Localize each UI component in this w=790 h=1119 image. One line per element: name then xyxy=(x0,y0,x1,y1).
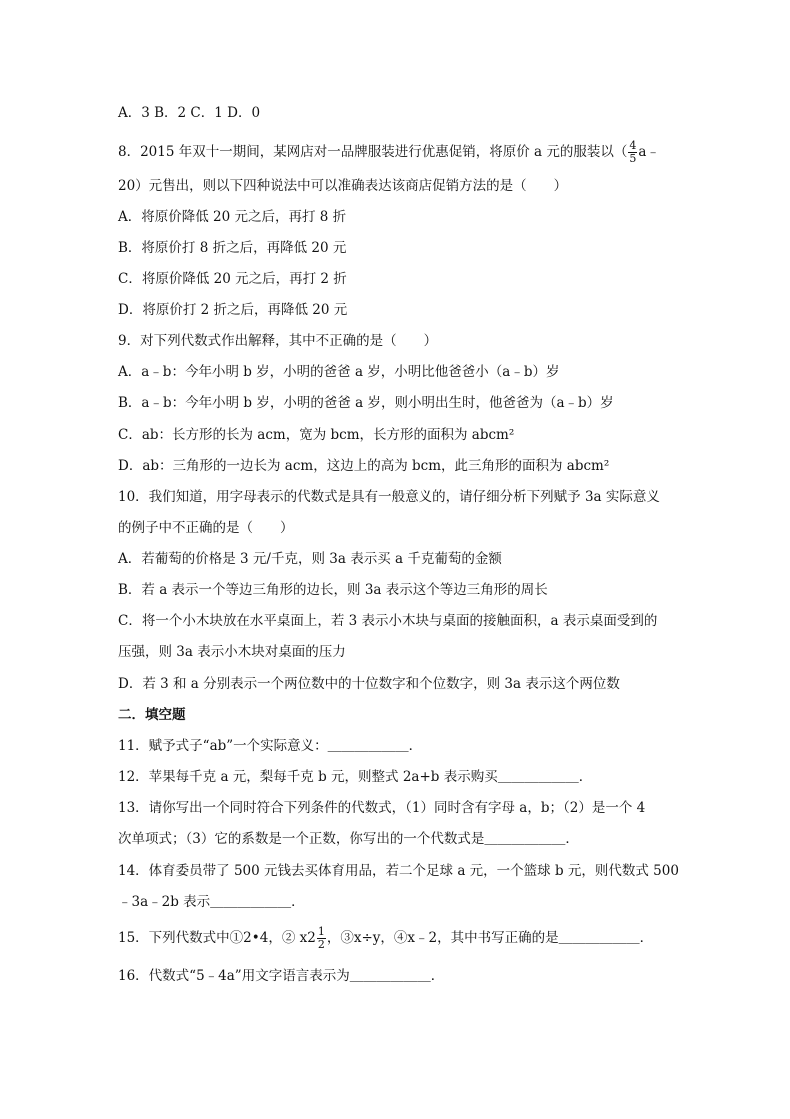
q10-stem-line1: 10．我们知道，用字母表示的代数式是具有一般意义的，请仔细分析下列赋予 3a 实际意义 xyxy=(118,489,660,505)
q15-post: ，③x÷y，④x﹣2，其中书写正确的是＿＿＿＿＿＿． xyxy=(326,930,654,946)
q8-stem-post: a﹣ xyxy=(638,144,660,160)
q15-fraction-denominator: 2 xyxy=(317,938,325,951)
q10-option-a: A．若葡萄的价格是 3 元/千克，则 3a 表示买 a 千克葡萄的金额 xyxy=(118,551,502,567)
q8-stem-pre: 8．2015 年双十一期间，某网店对一品牌服装进行优惠促销，将原价 a 元的服装以（ xyxy=(118,144,628,160)
q10-option-d: D．若 3 和 a 分别表示一个两位数中的十位数字和个位数字，则 3a 表示这个两位数 xyxy=(118,676,620,692)
q9-option-b: B．a﹣b：今年小明 b 岁，小明的爸爸 a 岁，则小明出生时，他爸爸为（a﹣b）岁 xyxy=(118,395,614,411)
q10-stem-line2: 的例子中不正确的是（ ） xyxy=(118,520,294,536)
q8-stem-line2: 20）元售出，则以下四种说法中可以准确表达该商店促销方法的是（ ） xyxy=(118,178,568,194)
q8-option-a: A．将原价降低 20 元之后，再打 8 折 xyxy=(118,209,347,225)
q10-option-c-line2: 压强，则 3a 表示小木块对桌面的压力 xyxy=(118,644,346,660)
q7-options: A．3 B．2 C．1 D．0 xyxy=(118,105,261,121)
q8-fraction-numerator: 4 xyxy=(629,139,637,152)
q10-option-c-line1: C．将一个小木块放在水平桌面上，若 3 表示小木块与桌面的接触面积，a 表示桌面受到的 xyxy=(118,613,658,629)
q15-pre: 15．下列代数式中①2•4，② x2 xyxy=(118,930,316,946)
q9-option-c: C．ab：长方形的长为 acm，宽为 bcm，长方形的面积为 abcm² xyxy=(118,427,515,443)
q14-line2: ﹣3a﹣2b 表示＿＿＿＿＿＿． xyxy=(118,894,305,910)
q13-line2: 次单项式；（3）它的系数是一个正数，你写出的一个代数式是＿＿＿＿＿＿． xyxy=(118,831,579,847)
q15-fraction xyxy=(317,926,326,951)
q14-line1: 14．体育委员带了 500 元钱去买体育用品，若二个足球 a 元，一个篮球 b 元，则代数式 500 xyxy=(118,863,679,879)
q16-text: 16．代数式“5﹣4a”用文字语言表示为＿＿＿＿＿＿． xyxy=(118,968,445,984)
q9-option-d: D．ab：三角形的一边长为 acm，这边上的高为 bcm，此三角形的面积为 abcm² xyxy=(118,458,610,474)
q9-stem: 9．对下列代数式作出解释，其中不正确的是（ ） xyxy=(118,333,438,349)
q15-fraction-numerator: 1 xyxy=(317,925,325,938)
q8-fraction xyxy=(628,140,637,165)
q10-option-b: B．若 a 表示一个等边三角形的边长，则 3a 表示这个等边三角形的周长 xyxy=(118,582,548,598)
q9-option-a: A．a﹣b：今年小明 b 岁，小明的爸爸 a 岁，小明比他爸爸小（a﹣b）岁 xyxy=(118,364,560,380)
section-title-fill-in: 二．填空题 xyxy=(118,707,186,723)
q8-option-b: B．将原价打 8 折之后，再降低 20 元 xyxy=(118,240,347,256)
q8-option-c: C．将原价降低 20 元之后，再打 2 折 xyxy=(118,271,347,287)
q13-line1: 13．请你写出一个同时符合下列条件的代数式，（1）同时含有字母 a，b；（2）是一个 4 xyxy=(118,800,646,816)
q15-text xyxy=(118,926,678,951)
q11-text: 11．赋予式子“ab”一个实际意义：＿＿＿＿＿＿． xyxy=(118,738,423,754)
q8-fraction-denominator: 5 xyxy=(629,152,637,165)
q12-text: 12．苹果每千克 a 元，梨每千克 b 元，则整式 2a+b 表示购买＿＿＿＿＿＿． xyxy=(118,769,593,785)
q8-stem-line1 xyxy=(118,140,678,165)
q8-option-d: D．将原价打 2 折之后，再降低 20 元 xyxy=(118,302,348,318)
